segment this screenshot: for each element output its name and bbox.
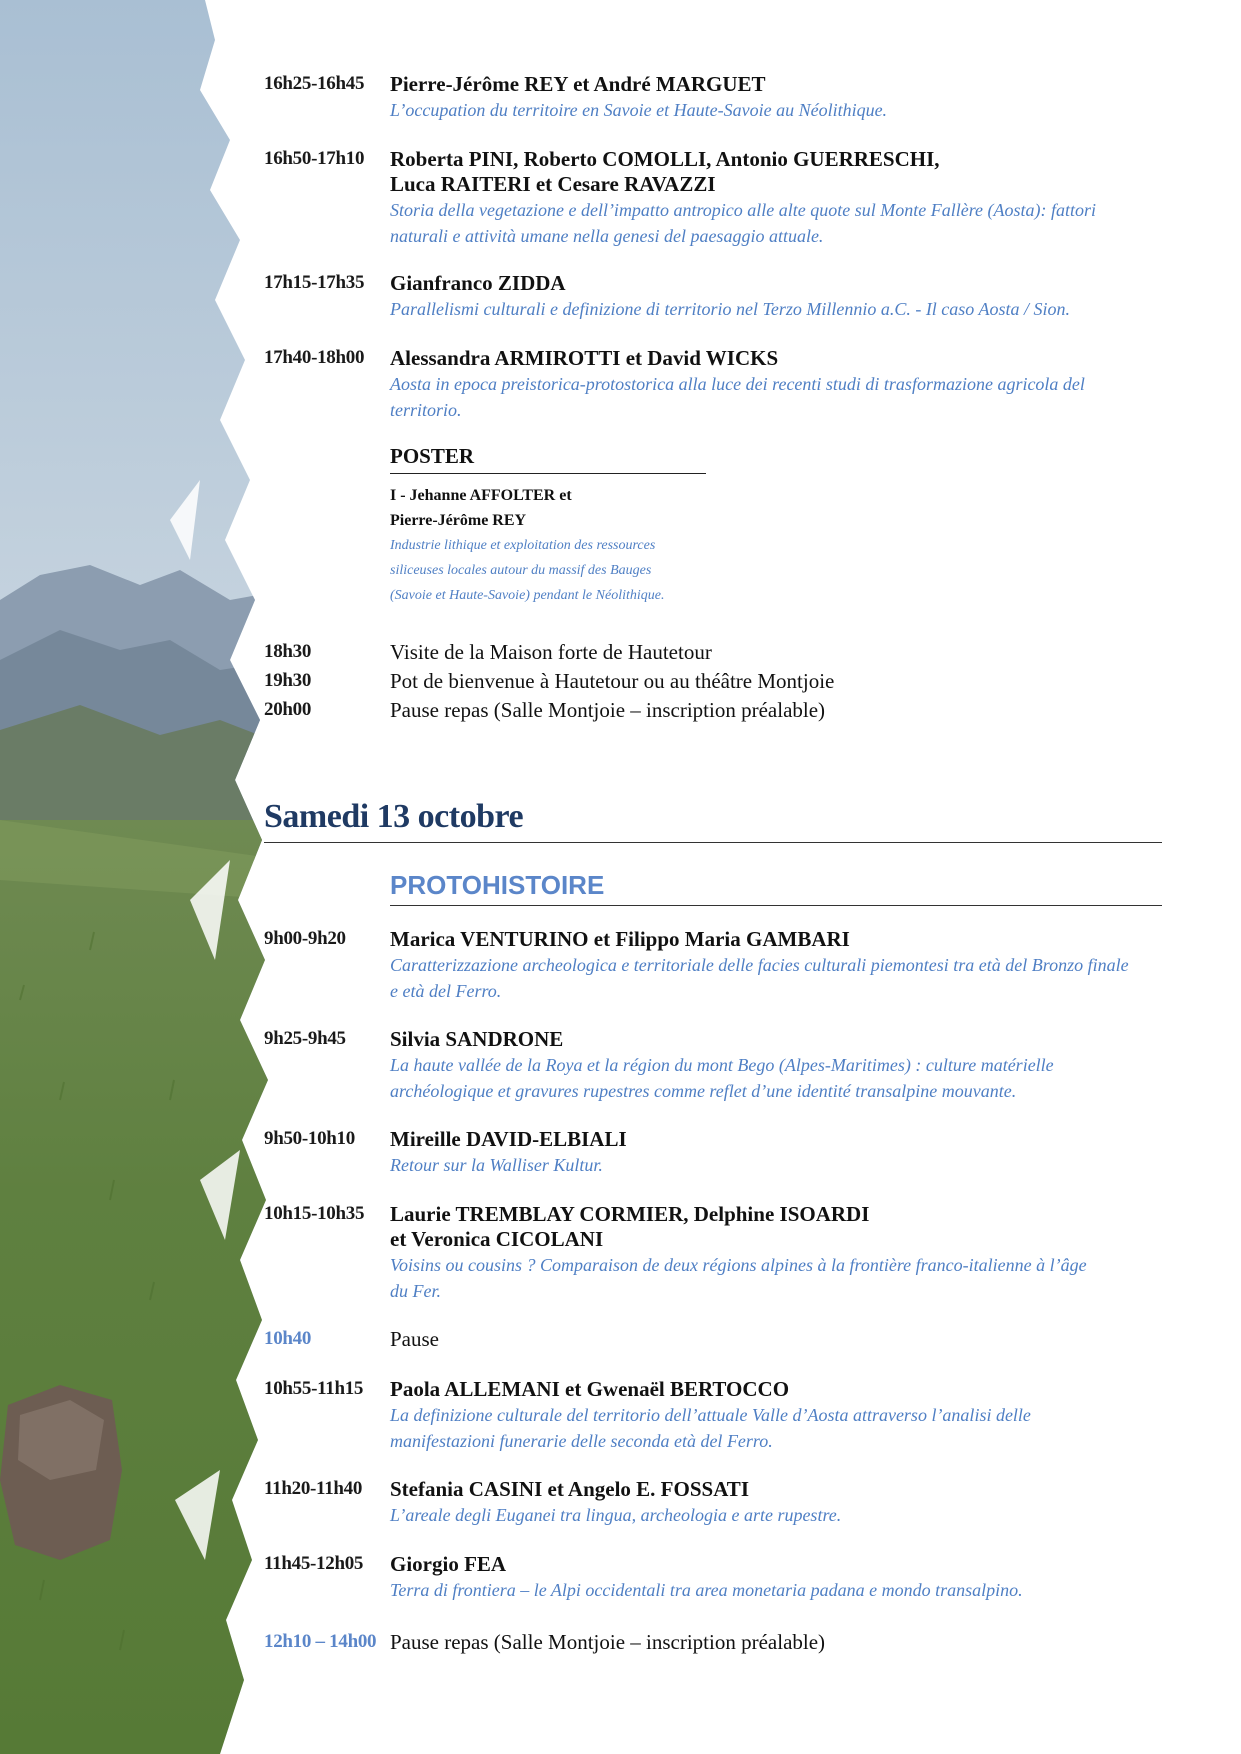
slot-speakers: et Veronica CICOLANI [390, 1227, 604, 1251]
slot-time: 9h50-10h10 [264, 1128, 355, 1149]
slot-speakers: Roberta PINI, Roberto COMOLLI, Antonio GUERRESCHI, [390, 147, 940, 171]
slot-speakers: Laurie TREMBLAY CORMIER, Delphine ISOARDI [390, 1202, 870, 1226]
poster-title: Industrie lithique et exploitation des ressources [390, 538, 656, 553]
slot-talk-title: L’occupation du territoire en Savoie et Haute-Savoie au Néolithique. [390, 100, 888, 120]
slot-talk-title: e età del Ferro. [390, 981, 502, 1001]
slot-speakers: Giorgio FEA [390, 1552, 507, 1576]
slot-speakers: Stefania CASINI et Angelo E. FOSSATI [390, 1477, 749, 1501]
event-time: 18h30 [264, 641, 312, 662]
slot-talk-title: L’areale degli Euganei tra lingua, archeologia e arte rupestre. [390, 1505, 842, 1525]
lunch-text: Pause repas (Salle Montjoie – inscription préalable) [390, 1630, 826, 1654]
section-title: PROTOHISTOIRE [390, 870, 1162, 906]
slot-talk-title: manifestazioni funerarie delle seconda età del Ferro. [390, 1431, 773, 1451]
slot-talk-title: Caratterizzazione archeologica e territoriale delle facies culturali piemontesi tra età del Bronzo finale [390, 955, 1129, 975]
slot-speakers: Gianfranco ZIDDA [390, 271, 566, 295]
slot-speakers: Mireille DAVID-ELBIALI [390, 1127, 627, 1151]
slot-time: 16h50-17h10 [264, 148, 365, 169]
poster-title: (Savoie et Haute-Savoie) pendant le Néolithique. [390, 588, 665, 603]
slot-talk-title: Aosta in epoca preistorica-protostorica alla luce dei recenti studi di trasformazione agricola del [390, 374, 1085, 394]
lunch-time: 12h10 – 14h00 [264, 1631, 377, 1652]
slot-talk-title: Storia della vegetazione e dell’impatto antropico alle alte quote sul Monte Fallère (Aosta): fattori [390, 200, 1097, 220]
slot-speakers: Paola ALLEMANI et Gwenaël BERTOCCO [390, 1377, 790, 1401]
event-text: Visite de la Maison forte de Hautetour [390, 640, 712, 664]
poster-title: siliceuses locales autour du massif des Bauges [390, 563, 652, 578]
slot-speakers: Marica VENTURINO et Filippo Maria GAMBARI [390, 927, 850, 951]
slot-speakers: Alessandra ARMIROTTI et David WICKS [390, 346, 779, 370]
slot-talk-title: La definizione culturale del territorio dell’attuale Valle d’Aosta attraverso l’analisi delle [390, 1405, 1031, 1425]
poster-speakers: I - Jehanne AFFOLTER et [390, 487, 572, 504]
pause-text: Pause [390, 1327, 439, 1351]
slot-talk-title: du Fer. [390, 1281, 441, 1301]
pause-time: 10h40 [264, 1328, 312, 1349]
slot-time: 9h25-9h45 [264, 1028, 346, 1049]
landscape-photo-strip [0, 0, 285, 1754]
slot-talk-title: La haute vallée de la Roya et la région du mont Bego (Alpes-Maritimes) : culture matérielle [390, 1055, 1054, 1075]
slot-time: 11h20-11h40 [264, 1478, 363, 1499]
slot-talk-title: Terra di frontiera – le Alpi occidentali tra area monetaria padana e mondo transalpino. [390, 1580, 1023, 1600]
event-text: Pause repas (Salle Montjoie – inscription préalable) [390, 698, 826, 722]
slot-talk-title: Voisins ou cousins ? Comparaison de deux régions alpines à la frontière franco-italienne à l’âge [390, 1255, 1087, 1275]
poster-speakers: Pierre-Jérôme REY [390, 512, 527, 529]
event-time: 19h30 [264, 670, 312, 691]
event-text: Pot de bienvenue à Hautetour ou au théâtre Montjoie [390, 669, 835, 693]
slot-time: 17h40-18h00 [264, 347, 365, 368]
slot-time: 9h00-9h20 [264, 928, 346, 949]
slot-talk-title: naturali e attività umane nella genesi del paesaggio attuale. [390, 226, 824, 246]
slot-time: 10h15-10h35 [264, 1203, 365, 1224]
slot-time: 16h25-16h45 [264, 73, 365, 94]
slot-speakers: Luca RAITERI et Cesare RAVAZZI [390, 172, 716, 196]
poster-heading: POSTER [390, 444, 706, 474]
slot-talk-title: Retour sur la Walliser Kultur. [390, 1155, 603, 1175]
slot-talk-title: archéologique et gravures rupestres comme reflet d’une identité transalpine mouvante. [390, 1081, 1017, 1101]
slot-speakers: Pierre-Jérôme REY et André MARGUET [390, 72, 766, 96]
slot-talk-title: territorio. [390, 400, 462, 420]
slot-time: 11h45-12h05 [264, 1553, 364, 1574]
day-title: Samedi 13 octobre [264, 798, 1162, 843]
slot-time: 17h15-17h35 [264, 272, 365, 293]
event-time: 20h00 [264, 699, 312, 720]
slot-time: 10h55-11h15 [264, 1378, 364, 1399]
slot-speakers: Silvia SANDRONE [390, 1027, 564, 1051]
slot-talk-title: Parallelismi culturali e definizione di territorio nel Terzo Millennio a.C. - Il caso Aosta / Sion. [390, 299, 1070, 319]
